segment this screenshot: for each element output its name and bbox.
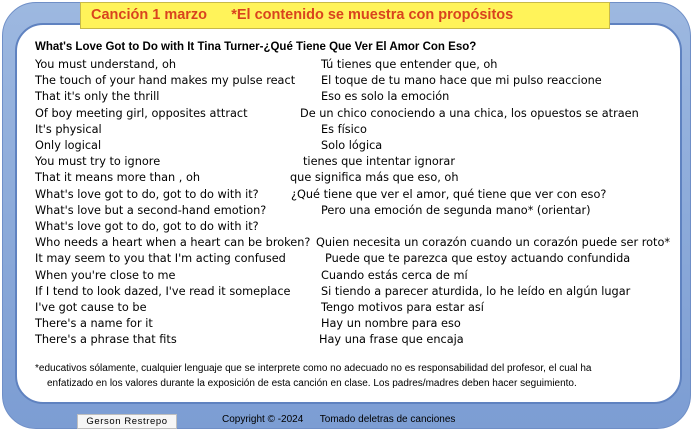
lyric-english-line: There's a phrase that fits	[35, 333, 177, 347]
lyric-english-line: What's love got to do, got to do with it?	[35, 220, 259, 233]
lyric-spanish-line: tienes que intentar ignorar	[303, 155, 455, 169]
lyric-english-line: What's love got to do, got to do with it?	[35, 187, 259, 201]
lyric-spanish-line: ¿Qué tiene que ver el amor, qué tiene que ver con eso?	[291, 187, 607, 201]
lyric-spanish-line: Si tiendo a parecer aturdida, lo he leído en algún lugar	[321, 284, 631, 298]
lyric-spanish-line: Puede que te parezca que estoy actuando confundida	[325, 252, 631, 266]
lyric-spanish-line: De un chico conociendo a una chica, los opuestos se atraen	[300, 106, 639, 120]
lyric-spanish-line: Pero una emoción de segunda mano* (orientar)	[321, 203, 591, 217]
lyric-spanish-line: Hay un nombre para eso	[321, 317, 461, 331]
lyric-spanish-line: Hay una frase que encaja	[319, 333, 464, 347]
lyric-spanish-line: Cuando estás cerca de mí	[321, 268, 468, 282]
lyric-english-line: Of boy meeting girl, opposites attract	[35, 106, 248, 120]
lyric-spanish-line: que significa más que eso, oh	[290, 171, 459, 185]
lyric-english-line: I've got cause to be	[35, 301, 147, 314]
lyric-english-line: There's a name for it	[35, 317, 153, 331]
lyric-english-line: It's physical	[35, 122, 102, 136]
copyright-text: Copyright © -2024 Tomado deletras de canciones	[222, 414, 456, 425]
title-banner	[80, 2, 610, 29]
lyric-spanish-line: Quien necesita un corazón cuando un corazón puede ser roto*	[316, 236, 671, 250]
footnote-line-2: enfatizado en los valores durante la exposición de esta canción en clase. Los padres/madres deben hacer seguimiento.	[47, 377, 577, 389]
lyric-english-line: Only logical	[35, 139, 102, 152]
author-label: Gerson Restrepo	[77, 414, 177, 429]
song-title: What's Love Got to Do with It Tina Turner-¿Qué Tiene Que Ver El Amor Con Eso?	[35, 41, 477, 53]
lyric-spanish-line: Tú tienes que entender que, oh	[321, 58, 498, 71]
lyric-spanish-line: Eso es solo la emoción	[321, 90, 450, 104]
lyric-english-line: The touch of your hand makes my pulse react	[35, 74, 296, 88]
lyric-english-line: If I tend to look dazed, I've read it someplace	[35, 284, 291, 298]
lyric-english-line: Who needs a heart when a heart can be broken?	[35, 236, 311, 250]
lyric-english-line: That it means more than , oh	[35, 171, 201, 185]
lyric-english-line: You must understand, oh	[35, 58, 177, 71]
lyric-spanish-line: El toque de tu mano hace que mi pulso reaccione	[321, 74, 602, 88]
lyric-english-line: It may seem to you that I'm acting confused	[35, 252, 286, 266]
page-title: Canción 1 marzo *El contenido se muestra con propósitos	[91, 7, 514, 23]
footnote	[35, 362, 665, 391]
lyric-spanish-line: Tengo motivos para estar así	[321, 301, 484, 314]
footnote-line-1: *educativos sólamente, cualquier lenguaje que se interprete como no adecuado no es responsabilidad del profesor, el cual ha	[35, 363, 592, 374]
lyric-english-line: When you're close to me	[35, 268, 176, 282]
lyric-spanish-line: Es físico	[321, 122, 367, 136]
lyric-spanish-line: Solo lógica	[321, 139, 383, 152]
lyric-english-line: What's love but a second-hand emotion?	[35, 203, 267, 217]
lyric-english-line: You must try to ignore	[35, 155, 161, 169]
lyric-english-line: That it's only the thrill	[35, 90, 160, 104]
